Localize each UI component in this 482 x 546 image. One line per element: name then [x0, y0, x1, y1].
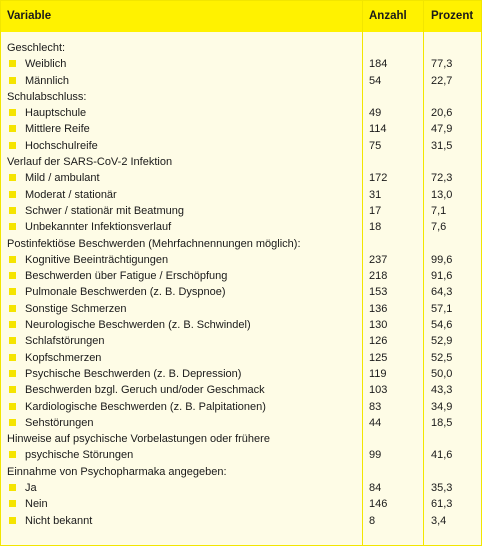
- prozent-cell: 50,0: [431, 367, 453, 380]
- prozent-cell: 52,5: [431, 351, 453, 364]
- table-row: [1, 187, 481, 203]
- table-row: [1, 350, 481, 366]
- group-row: [1, 236, 481, 252]
- anzahl-cell: 31: [369, 188, 382, 201]
- bullet-square-icon: [9, 191, 16, 198]
- row-label: Schlafstörungen: [25, 335, 105, 348]
- anzahl-cell: 126: [369, 335, 388, 348]
- row-label: Schwer / stationär mit Beatmung: [25, 204, 184, 217]
- anzahl-cell: 75: [369, 139, 382, 152]
- prozent-cell: 43,3: [431, 384, 453, 397]
- row-label: Hauptschule: [25, 107, 87, 120]
- prozent-cell: 41,6: [431, 449, 453, 462]
- prozent-cell: 77,3: [431, 58, 453, 71]
- table-row: [1, 219, 481, 235]
- bullet-square-icon: [9, 370, 16, 377]
- table-header: [1, 1, 481, 32]
- bullet-square-icon: [9, 256, 16, 263]
- anzahl-cell: 49: [369, 107, 382, 120]
- row-label: Moderat / stationär: [25, 188, 117, 201]
- prozent-cell: 54,6: [431, 319, 453, 332]
- header-variable: Variable: [7, 10, 52, 22]
- anzahl-cell: 172: [369, 172, 388, 185]
- bullet-square-icon: [9, 484, 16, 491]
- group-label: Geschlecht:: [7, 42, 66, 54]
- bullet-square-icon: [9, 272, 16, 279]
- bullet-square-icon: [9, 174, 16, 181]
- anzahl-cell: 44: [369, 416, 382, 429]
- anzahl-cell: 83: [369, 400, 382, 413]
- bullet-square-icon: [9, 354, 16, 361]
- bullet-square-icon: [9, 223, 16, 230]
- bullet-square-icon: [9, 288, 16, 295]
- anzahl-cell: 99: [369, 449, 382, 462]
- row-label: Nein: [25, 498, 48, 511]
- group-label: Schulabschluss:: [7, 90, 87, 103]
- table-row: [1, 447, 481, 463]
- anzahl-cell: 114: [369, 123, 387, 136]
- bullet-square-icon: [9, 403, 16, 410]
- table-row: [1, 121, 481, 137]
- table-row: [1, 513, 481, 529]
- row-label: Pulmonale Beschwerden (z. B. Dyspnoe): [25, 286, 226, 299]
- header-anzahl: Anzahl: [369, 10, 407, 22]
- group-label: Verlauf der SARS-CoV-2 Infektion: [7, 156, 173, 169]
- row-label: Männlich: [25, 74, 70, 87]
- prozent-cell: 57,1: [431, 302, 453, 315]
- row-label: Mild / ambulant: [25, 172, 100, 185]
- bullet-square-icon: [9, 321, 16, 328]
- anzahl-cell: 125: [369, 351, 388, 364]
- table-row: [1, 56, 481, 72]
- table-row: [1, 203, 481, 219]
- prozent-cell: 47,9: [431, 123, 453, 136]
- bullet-square-icon: [9, 60, 16, 67]
- prozent-cell: 34,9: [431, 400, 453, 413]
- anzahl-cell: 119: [369, 367, 387, 380]
- anzahl-cell: 146: [369, 498, 388, 511]
- group-row: [1, 154, 481, 170]
- row-label: Beschwerden bzgl. Geruch und/oder Geschmack: [25, 384, 265, 397]
- row-label: Kardiologische Beschwerden (z. B. Palpitationen): [25, 400, 266, 413]
- anzahl-cell: 8: [369, 514, 376, 527]
- table-row: [1, 382, 481, 398]
- bullet-square-icon: [9, 517, 16, 524]
- bullet-square-icon: [9, 500, 16, 507]
- anzahl-cell: 17: [369, 204, 382, 217]
- table-row: [1, 317, 481, 333]
- group-label: Einnahme von Psychopharmaka angegeben:: [7, 465, 227, 478]
- group-row: [1, 89, 481, 105]
- table-row: [1, 252, 481, 268]
- header-prozent: Prozent: [431, 10, 474, 22]
- prozent-cell: 91,6: [431, 270, 453, 283]
- row-label: Ja: [25, 482, 37, 495]
- anzahl-cell: 54: [369, 74, 382, 87]
- prozent-cell: 52,9: [431, 335, 453, 348]
- table-row: [1, 73, 481, 89]
- prozent-cell: 7,6: [431, 221, 447, 234]
- anzahl-cell: 218: [369, 270, 388, 283]
- bullet-square-icon: [9, 125, 16, 132]
- row-label: psychische Störungen: [25, 449, 134, 462]
- anzahl-cell: 103: [369, 384, 388, 397]
- group-label: Hinweise auf psychische Vorbelastungen oder frühere: [7, 433, 270, 446]
- prozent-cell: 18,5: [431, 416, 453, 429]
- bullet-square-icon: [9, 305, 16, 312]
- row-label: Kopfschmerzen: [25, 351, 102, 364]
- bullet-square-icon: [9, 451, 16, 458]
- row-label: Kognitive Beeinträchtigungen: [25, 253, 169, 266]
- bullet-square-icon: [9, 337, 16, 344]
- anzahl-cell: 18: [369, 221, 382, 234]
- prozent-cell: 72,3: [431, 172, 453, 185]
- prozent-cell: 7,1: [431, 204, 447, 217]
- table-row: [1, 170, 481, 186]
- row-label: Sehstörungen: [25, 416, 94, 429]
- group-row: [1, 40, 481, 56]
- table-row: [1, 496, 481, 512]
- row-label: Psychische Beschwerden (z. B. Depression): [25, 367, 242, 380]
- table-row: [1, 268, 481, 284]
- group-label: Postinfektiöse Beschwerden (Mehrfachnennungen möglich):: [7, 237, 301, 250]
- anzahl-cell: 136: [369, 302, 388, 315]
- anzahl-cell: 84: [369, 482, 382, 495]
- prozent-cell: 31,5: [431, 139, 453, 152]
- row-label: Hochschulreife: [25, 139, 98, 152]
- bullet-square-icon: [9, 77, 16, 84]
- bullet-square-icon: [9, 109, 16, 116]
- row-label: Unbekannter Infektionsverlauf: [25, 221, 172, 234]
- row-label: Sonstige Schmerzen: [25, 302, 127, 315]
- prozent-cell: 3,4: [431, 514, 447, 527]
- row-label: Nicht bekannt: [25, 514, 93, 527]
- prozent-cell: 20,6: [431, 107, 453, 120]
- table-row: [1, 138, 481, 154]
- row-label: Neurologische Beschwerden (z. B. Schwindel): [25, 319, 251, 332]
- table-row: [1, 415, 481, 431]
- prozent-cell: 61,3: [431, 498, 453, 511]
- prozent-cell: 35,3: [431, 482, 453, 495]
- table-row: [1, 333, 481, 349]
- bullet-square-icon: [9, 386, 16, 393]
- table-row: [1, 105, 481, 121]
- group-row: [1, 464, 481, 480]
- row-label: Mittlere Reife: [25, 123, 90, 136]
- prozent-cell: 13,0: [431, 188, 453, 201]
- bullet-square-icon: [9, 207, 16, 214]
- prozent-cell: 64,3: [431, 286, 453, 299]
- table-row: [1, 284, 481, 300]
- anzahl-cell: 184: [369, 58, 388, 71]
- bullet-square-icon: [9, 419, 16, 426]
- anzahl-cell: 237: [369, 253, 388, 266]
- table-body: [1, 40, 481, 529]
- prozent-cell: 99,6: [431, 253, 453, 266]
- anzahl-cell: 153: [369, 286, 388, 299]
- bullet-square-icon: [9, 142, 16, 149]
- group-row: [1, 431, 481, 447]
- table-row: [1, 301, 481, 317]
- anzahl-cell: 130: [369, 319, 388, 332]
- table-row: [1, 480, 481, 496]
- prozent-cell: 22,7: [431, 74, 453, 87]
- row-label: Beschwerden über Fatigue / Erschöpfung: [25, 270, 228, 283]
- table-row: [1, 399, 481, 415]
- row-label: Weiblich: [25, 58, 67, 71]
- table-row: [1, 366, 481, 382]
